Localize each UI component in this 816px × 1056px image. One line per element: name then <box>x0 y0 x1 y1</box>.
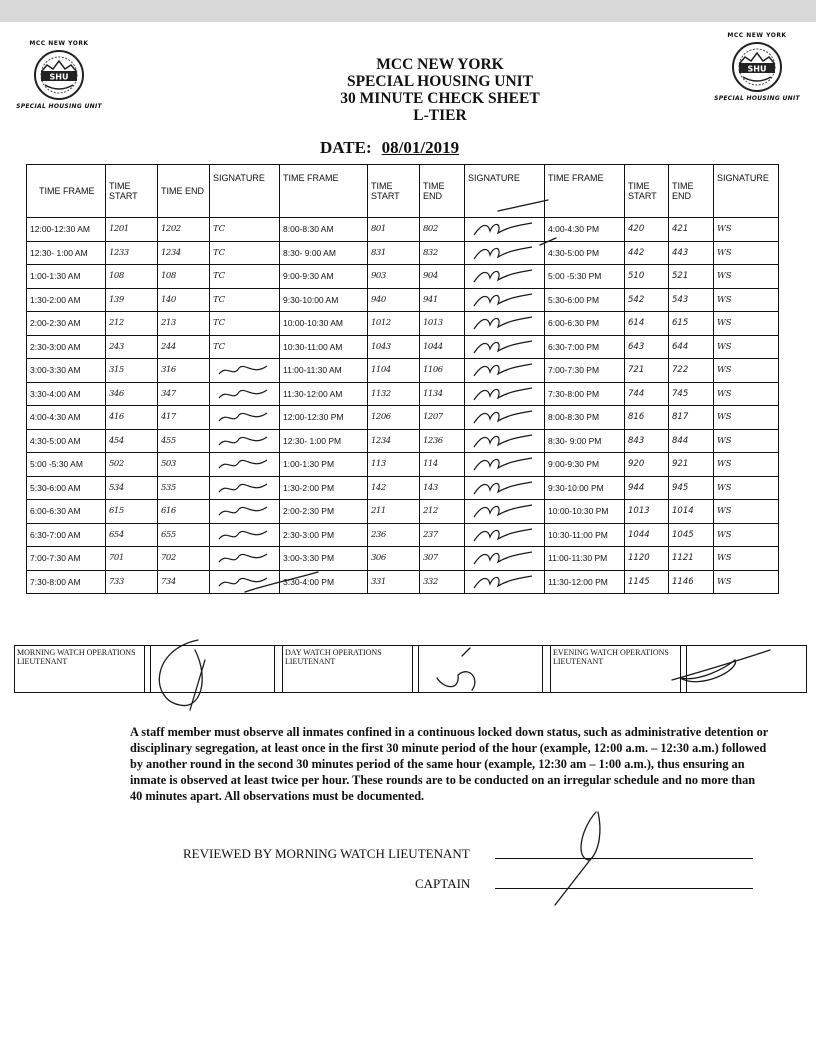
time-start-cell[interactable]: 416 <box>106 406 158 430</box>
table-row <box>27 570 779 594</box>
evening-watch-signature[interactable] <box>687 646 807 693</box>
time-start-cell[interactable]: 843 <box>625 429 669 453</box>
time-start-cell[interactable]: 1104 <box>368 359 420 383</box>
signature-scribble-icon <box>468 407 538 427</box>
time-start-cell[interactable]: 1012 <box>368 312 420 336</box>
signature-scribble-icon <box>468 313 538 333</box>
scan-edge <box>0 0 816 22</box>
time-start-cell[interactable]: 331 <box>368 570 420 594</box>
time-end-cell[interactable]: 455 <box>158 429 210 453</box>
shu-seal-right <box>712 32 802 102</box>
time-frame-cell: 9:00-9:30 PM <box>545 453 625 477</box>
time-frame-cell: 8:30- 9:00 PM <box>545 429 625 453</box>
time-frame-cell: 11:00-11:30 PM <box>545 547 625 571</box>
time-start-cell[interactable]: 1044 <box>625 523 669 547</box>
time-frame-cell: 3:00-3:30 AM <box>27 359 106 383</box>
box-gap <box>275 646 283 693</box>
time-start-cell[interactable]: 236 <box>368 523 420 547</box>
time-frame-cell: 2:00-2:30 AM <box>27 312 106 336</box>
time-start-cell[interactable]: 113 <box>368 453 420 477</box>
signature-cell[interactable]: WS <box>714 429 779 453</box>
table-row <box>27 523 779 547</box>
table-row <box>27 453 779 477</box>
time-start-cell[interactable]: 211 <box>368 500 420 524</box>
time-start-cell[interactable]: 542 <box>625 288 669 312</box>
time-start-cell[interactable]: 142 <box>368 476 420 500</box>
signature-cell[interactable] <box>465 570 545 594</box>
time-start-cell[interactable]: 1043 <box>368 335 420 359</box>
time-frame-cell: 6:00-6:30 AM <box>27 500 106 524</box>
time-start-cell[interactable]: 903 <box>368 265 420 289</box>
time-end-cell[interactable]: 1134 <box>420 382 465 406</box>
signature-cell[interactable] <box>465 218 545 242</box>
signature-cell[interactable]: WS <box>714 453 779 477</box>
signature-cell[interactable] <box>210 500 280 524</box>
time-frame-cell: 11:00-11:30 AM <box>280 359 368 383</box>
signature-scribble-icon <box>213 572 273 592</box>
time-end-cell[interactable]: 921 <box>669 453 714 477</box>
time-frame-cell: 10:30-11:00 PM <box>545 523 625 547</box>
time-frame-cell: 1:30-2:00 AM <box>27 288 106 312</box>
signature-cell[interactable] <box>465 312 545 336</box>
signature-cell[interactable] <box>210 547 280 571</box>
time-frame-cell: 8:30- 9:00 AM <box>280 241 368 265</box>
signature-scribble-icon <box>213 548 273 568</box>
signature-scribble-icon <box>468 290 538 310</box>
time-end-cell[interactable]: 1236 <box>420 429 465 453</box>
title-line-4: L-TIER <box>413 107 467 124</box>
time-frame-cell: 9:30-10:00 AM <box>280 288 368 312</box>
signature-cell[interactable]: TC <box>210 241 280 265</box>
reviewed-by-line[interactable] <box>495 858 753 859</box>
signature-scribble-icon <box>468 572 538 592</box>
signature-cell[interactable]: WS <box>714 500 779 524</box>
signature-cell[interactable]: TC <box>210 312 280 336</box>
col-signature: SIGNATURE <box>465 165 545 218</box>
seal-top-text: MCC NEW YORK <box>727 32 787 39</box>
time-frame-cell: 5:30-6:00 AM <box>27 476 106 500</box>
seal-top-text: MCC NEW YORK <box>29 40 89 47</box>
time-end-cell[interactable]: 832 <box>420 241 465 265</box>
signature-scribble-icon <box>468 478 538 498</box>
time-start-cell[interactable]: 744 <box>625 382 669 406</box>
time-start-cell[interactable]: 346 <box>106 382 158 406</box>
signature-scribble-icon <box>213 407 273 427</box>
time-start-cell[interactable]: 243 <box>106 335 158 359</box>
morning-watch-signature[interactable] <box>151 646 275 693</box>
time-start-cell[interactable]: 139 <box>106 288 158 312</box>
signature-cell[interactable] <box>465 547 545 571</box>
col-signature: SIGNATURE <box>210 165 280 218</box>
date-value: 08/01/2019 <box>381 138 460 157</box>
time-end-cell[interactable]: 1207 <box>420 406 465 430</box>
time-end-cell[interactable]: 941 <box>420 288 465 312</box>
signature-cell[interactable] <box>465 359 545 383</box>
time-start-cell[interactable]: 454 <box>106 429 158 453</box>
time-end-cell[interactable]: 1234 <box>158 241 210 265</box>
signature-cell[interactable] <box>210 382 280 406</box>
title-line-3: 30 MINUTE CHECK SHEET <box>340 90 540 107</box>
time-frame-cell: 5:30-6:00 PM <box>545 288 625 312</box>
time-end-cell[interactable]: 535 <box>158 476 210 500</box>
date-label: DATE: <box>320 138 372 157</box>
table-row <box>27 382 779 406</box>
time-frame-cell: 4:30-5:00 PM <box>545 241 625 265</box>
time-frame-cell: 12:30- 1:00 AM <box>27 241 106 265</box>
svg-text:SHU: SHU <box>49 72 69 82</box>
time-end-cell[interactable]: 114 <box>420 453 465 477</box>
time-end-cell[interactable]: 945 <box>669 476 714 500</box>
signature-cell[interactable]: WS <box>714 476 779 500</box>
time-frame-cell: 5:00 -5:30 AM <box>27 453 106 477</box>
time-start-cell[interactable]: 108 <box>106 265 158 289</box>
time-frame-cell: 4:00-4:30 AM <box>27 406 106 430</box>
time-end-cell[interactable]: 615 <box>669 312 714 336</box>
table-row <box>27 359 779 383</box>
check-grid <box>26 164 779 594</box>
time-start-cell[interactable]: 733 <box>106 570 158 594</box>
time-end-cell[interactable]: 316 <box>158 359 210 383</box>
time-frame-cell: 9:30-10:00 PM <box>545 476 625 500</box>
time-frame-cell: 9:00-9:30 AM <box>280 265 368 289</box>
time-frame-cell: 6:30-7:00 PM <box>545 335 625 359</box>
signature-cell[interactable]: WS <box>714 406 779 430</box>
time-end-cell[interactable]: 1013 <box>420 312 465 336</box>
col-time-start: TIME START <box>368 165 420 218</box>
time-start-cell[interactable]: 1120 <box>625 547 669 571</box>
time-end-cell[interactable]: 745 <box>669 382 714 406</box>
table-row <box>27 500 779 524</box>
time-frame-cell: 8:00-8:30 PM <box>545 406 625 430</box>
signature-cell[interactable] <box>210 429 280 453</box>
signature-scribble-icon <box>213 501 273 521</box>
signature-scribble-icon <box>213 360 273 380</box>
table-row <box>27 476 779 500</box>
signature-scribble-icon <box>468 360 538 380</box>
time-end-cell[interactable]: 244 <box>158 335 210 359</box>
time-start-cell[interactable]: 1206 <box>368 406 420 430</box>
captain-line[interactable] <box>495 888 753 889</box>
signature-cell[interactable] <box>465 406 545 430</box>
time-end-cell[interactable]: 817 <box>669 406 714 430</box>
shu-seal-left <box>14 40 104 110</box>
time-frame-cell: 12:00-12:30 PM <box>280 406 368 430</box>
signature-scribble-icon <box>468 548 538 568</box>
signature-cell[interactable]: TC <box>210 218 280 242</box>
time-end-cell[interactable]: 213 <box>158 312 210 336</box>
time-end-cell[interactable]: 644 <box>669 335 714 359</box>
signature-cell[interactable] <box>465 476 545 500</box>
time-end-cell[interactable]: 802 <box>420 218 465 242</box>
signature-stroke-captain-tail <box>555 860 590 905</box>
signature-cell[interactable]: WS <box>714 547 779 571</box>
col-time-end: TIME END <box>669 165 714 218</box>
signature-scribble-icon <box>213 454 273 474</box>
signature-cell[interactable]: WS <box>714 241 779 265</box>
time-end-cell[interactable]: 543 <box>669 288 714 312</box>
time-start-cell[interactable]: 1234 <box>368 429 420 453</box>
signature-cell[interactable] <box>210 476 280 500</box>
time-start-cell[interactable]: 442 <box>625 241 669 265</box>
signature-cell[interactable]: WS <box>714 359 779 383</box>
time-end-cell[interactable]: 143 <box>420 476 465 500</box>
table-row <box>27 288 779 312</box>
time-start-cell[interactable]: 502 <box>106 453 158 477</box>
time-start-cell[interactable]: 920 <box>625 453 669 477</box>
time-start-cell[interactable]: 944 <box>625 476 669 500</box>
time-start-cell[interactable]: 212 <box>106 312 158 336</box>
svg-text:SHU: SHU <box>747 64 767 74</box>
time-start-cell[interactable]: 1013 <box>625 500 669 524</box>
table-row <box>27 335 779 359</box>
table-row <box>27 265 779 289</box>
time-end-cell[interactable]: 212 <box>420 500 465 524</box>
time-end-cell[interactable]: 1202 <box>158 218 210 242</box>
signature-scribble-icon <box>468 384 538 404</box>
signature-cell[interactable] <box>210 453 280 477</box>
time-frame-cell: 1:00-1:30 AM <box>27 265 106 289</box>
time-start-cell[interactable]: 1201 <box>106 218 158 242</box>
captain-label: CAPTAIN <box>415 876 471 891</box>
time-start-cell[interactable]: 315 <box>106 359 158 383</box>
signature-cell[interactable]: TC <box>210 335 280 359</box>
time-start-cell[interactable]: 1145 <box>625 570 669 594</box>
signature-scribble-icon <box>468 219 538 239</box>
table-row <box>27 241 779 265</box>
table-row <box>27 547 779 571</box>
time-end-cell[interactable]: 1121 <box>669 547 714 571</box>
time-start-cell[interactable]: 816 <box>625 406 669 430</box>
col-time-start: TIME START <box>625 165 669 218</box>
time-start-cell[interactable]: 801 <box>368 218 420 242</box>
time-start-cell[interactable]: 420 <box>625 218 669 242</box>
signature-scribble-icon <box>468 243 538 263</box>
time-end-cell[interactable]: 332 <box>420 570 465 594</box>
signature-cell[interactable]: WS <box>714 218 779 242</box>
time-end-cell[interactable]: 734 <box>158 570 210 594</box>
time-start-cell[interactable]: 654 <box>106 523 158 547</box>
signature-cell[interactable]: WS <box>714 335 779 359</box>
time-end-cell[interactable]: 417 <box>158 406 210 430</box>
time-frame-cell: 11:30-12:00 PM <box>545 570 625 594</box>
signature-stroke-captain <box>581 812 600 860</box>
time-end-cell[interactable]: 904 <box>420 265 465 289</box>
reviewed-by-label: REVIEWED BY MORNING WATCH LIEUTENANT <box>183 846 470 861</box>
signature-cell[interactable] <box>465 265 545 289</box>
seal-emblem-icon <box>33 49 85 101</box>
time-end-cell[interactable]: 503 <box>158 453 210 477</box>
signature-cell[interactable]: WS <box>714 288 779 312</box>
lieutenant-signoff <box>14 645 807 693</box>
signature-cell[interactable] <box>465 335 545 359</box>
seal-bottom-text: SPECIAL HOUSING UNIT <box>714 95 800 102</box>
signature-cell[interactable] <box>465 523 545 547</box>
time-start-cell[interactable]: 940 <box>368 288 420 312</box>
time-start-cell[interactable]: 831 <box>368 241 420 265</box>
time-frame-cell: 10:00-10:30 PM <box>545 500 625 524</box>
grid-header-row <box>27 165 779 218</box>
time-end-cell[interactable]: 307 <box>420 547 465 571</box>
signature-scribble-icon <box>213 431 273 451</box>
seal-bottom-text: SPECIAL HOUSING UNIT <box>16 103 102 110</box>
signature-scribble-icon <box>213 525 273 545</box>
time-start-cell[interactable]: 614 <box>625 312 669 336</box>
morning-watch-label: MORNING WATCH OPERATIONS LIEUTENANT <box>15 646 145 693</box>
col-signature: SIGNATURE <box>714 165 779 218</box>
time-frame-cell: 2:30-3:00 AM <box>27 335 106 359</box>
time-frame-cell: 3:00-3:30 PM <box>280 547 368 571</box>
time-frame-cell: 12:00-12:30 AM <box>27 218 106 242</box>
signature-cell[interactable] <box>465 429 545 453</box>
time-frame-cell: 2:00-2:30 PM <box>280 500 368 524</box>
time-frame-cell: 4:00-4:30 PM <box>545 218 625 242</box>
signature-cell[interactable]: WS <box>714 312 779 336</box>
time-frame-cell: 8:00-8:30 AM <box>280 218 368 242</box>
time-end-cell[interactable]: 421 <box>669 218 714 242</box>
signature-scribble-icon <box>213 478 273 498</box>
signature-scribble-icon <box>468 525 538 545</box>
time-end-cell[interactable]: 108 <box>158 265 210 289</box>
time-frame-cell: 7:00-7:30 PM <box>545 359 625 383</box>
time-end-cell[interactable]: 1106 <box>420 359 465 383</box>
signature-cell[interactable] <box>210 406 280 430</box>
signature-cell[interactable]: TC <box>210 265 280 289</box>
time-end-cell[interactable]: 1044 <box>420 335 465 359</box>
time-end-cell[interactable]: 702 <box>158 547 210 571</box>
time-frame-cell: 4:30-5:00 AM <box>27 429 106 453</box>
time-frame-cell: 3:30-4:00 AM <box>27 382 106 406</box>
time-start-cell[interactable]: 510 <box>625 265 669 289</box>
document-title <box>290 56 590 124</box>
time-start-cell[interactable]: 615 <box>106 500 158 524</box>
observation-notice: A staff member must observe all inmates confined in a continuous locked down status, such as administrative detention or disciplinary segregation, at least once in the first 30 minute period of the hour (example, 12:00 a.m. – 12:30 a.m.) followed by another round in the second 30 minutes period of the same hour (example, 12:30 am – 1:00 a.m.), thus ensuring an inmate is observed at least twice per hour. These rounds are to be conducted on an irregular schedule and no more than 40 minutes apart. All observations must be documented. <box>130 725 768 803</box>
time-start-cell[interactable]: 721 <box>625 359 669 383</box>
signature-cell[interactable] <box>210 570 280 594</box>
time-frame-cell: 12:30- 1:00 PM <box>280 429 368 453</box>
time-end-cell[interactable]: 521 <box>669 265 714 289</box>
col-time-frame: TIME FRAME <box>545 165 625 218</box>
day-watch-signature[interactable] <box>419 646 543 693</box>
signature-cell[interactable] <box>210 523 280 547</box>
evening-watch-label: EVENING WATCH OPERATIONS LIEUTENANT <box>551 646 681 693</box>
time-frame-cell: 1:30-2:00 PM <box>280 476 368 500</box>
time-frame-cell: 7:30-8:00 AM <box>27 570 106 594</box>
signature-scribble-icon <box>468 454 538 474</box>
signature-cell[interactable]: WS <box>714 523 779 547</box>
signature-cell[interactable]: TC <box>210 288 280 312</box>
seal-emblem-icon <box>731 41 783 93</box>
time-start-cell[interactable]: 534 <box>106 476 158 500</box>
time-frame-cell: 6:00-6:30 PM <box>545 312 625 336</box>
title-line-1: MCC NEW YORK <box>376 56 504 73</box>
time-end-cell[interactable]: 1146 <box>669 570 714 594</box>
time-start-cell[interactable]: 701 <box>106 547 158 571</box>
time-frame-cell: 7:30-8:00 PM <box>545 382 625 406</box>
signature-scribble-icon <box>468 431 538 451</box>
time-frame-cell: 10:30-11:00 AM <box>280 335 368 359</box>
col-time-end: TIME END <box>158 165 210 218</box>
signature-cell[interactable] <box>465 382 545 406</box>
time-frame-cell: 6:30-7:00 AM <box>27 523 106 547</box>
signature-cell[interactable] <box>465 288 545 312</box>
time-end-cell[interactable]: 844 <box>669 429 714 453</box>
time-end-cell[interactable]: 1045 <box>669 523 714 547</box>
signature-cell[interactable]: WS <box>714 570 779 594</box>
box-gap <box>543 646 551 693</box>
signature-cell[interactable] <box>465 241 545 265</box>
time-start-cell[interactable]: 1132 <box>368 382 420 406</box>
time-end-cell[interactable]: 655 <box>158 523 210 547</box>
table-row <box>27 429 779 453</box>
time-start-cell[interactable]: 1233 <box>106 241 158 265</box>
time-frame-cell: 2:30-3:00 PM <box>280 523 368 547</box>
time-frame-cell: 7:00-7:30 AM <box>27 547 106 571</box>
table-row <box>27 312 779 336</box>
signature-cell[interactable]: WS <box>714 265 779 289</box>
time-frame-cell: 10:00-10:30 AM <box>280 312 368 336</box>
title-line-2: SPECIAL HOUSING UNIT <box>346 73 534 90</box>
signature-cell[interactable] <box>465 453 545 477</box>
time-start-cell[interactable]: 643 <box>625 335 669 359</box>
time-end-cell[interactable]: 722 <box>669 359 714 383</box>
time-end-cell[interactable]: 443 <box>669 241 714 265</box>
col-time-frame: TIME FRAME <box>280 165 368 218</box>
time-frame-cell: 5:00 -5:30 PM <box>545 265 625 289</box>
signature-scribble-icon <box>468 266 538 286</box>
day-watch-label: DAY WATCH OPERATIONS LIEUTENANT <box>283 646 413 693</box>
time-frame-cell: 11:30-12:00 AM <box>280 382 368 406</box>
table-row <box>27 406 779 430</box>
time-end-cell[interactable]: 616 <box>158 500 210 524</box>
signature-scribble-icon <box>468 337 538 357</box>
time-frame-cell: 1:00-1:30 PM <box>280 453 368 477</box>
col-time-frame: TIME FRAME <box>27 165 106 218</box>
time-start-cell[interactable]: 306 <box>368 547 420 571</box>
time-frame-cell: 3:30-4:00 PM <box>280 570 368 594</box>
time-end-cell[interactable]: 140 <box>158 288 210 312</box>
signature-cell[interactable] <box>210 359 280 383</box>
time-end-cell[interactable]: 1014 <box>669 500 714 524</box>
col-time-start: TIME START <box>106 165 158 218</box>
signature-cell[interactable] <box>465 500 545 524</box>
signature-scribble-icon <box>468 501 538 521</box>
signature-cell[interactable]: WS <box>714 382 779 406</box>
date-line <box>320 138 473 158</box>
time-end-cell[interactable]: 347 <box>158 382 210 406</box>
table-row <box>27 218 779 242</box>
col-time-end: TIME END <box>420 165 465 218</box>
signature-scribble-icon <box>213 384 273 404</box>
time-end-cell[interactable]: 237 <box>420 523 465 547</box>
